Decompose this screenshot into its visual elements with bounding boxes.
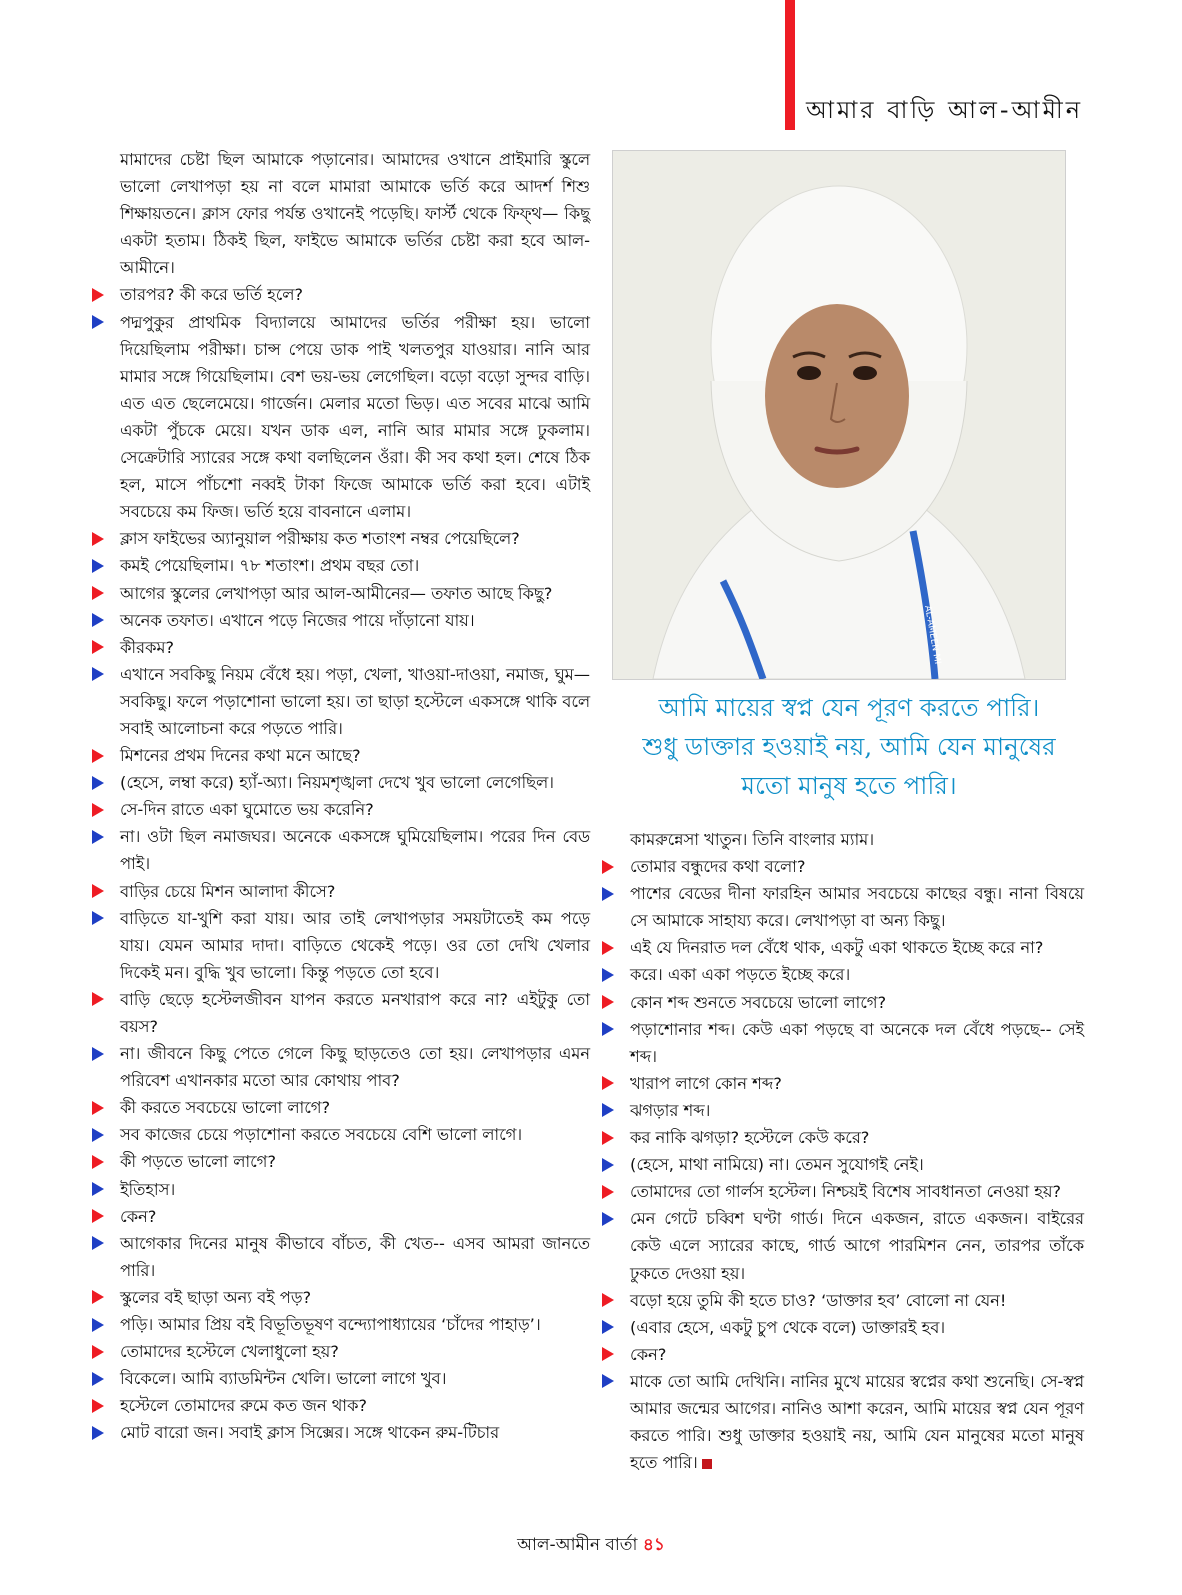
red-arrow-icon: [602, 1287, 630, 1314]
answer-text: না। ওটা ছিল নমাজঘর। অনেকে একসঙ্গে ঘুমিয়েছিলাম। পরের দিন বেড পাই।: [120, 827, 590, 874]
red-arrow-icon: [92, 1284, 120, 1311]
question-text: খারাপ লাগে কোন শব্দ?: [630, 1073, 782, 1093]
right-intro-paragraph: কামরুন্নেসা খাতুন। তিনি বাংলার ম্যাম।: [630, 830, 875, 849]
blue-arrow-icon: [92, 769, 120, 796]
blue-arrow-icon: [92, 661, 120, 688]
pull-quote-line-3: মতো মানুষ হতে পারি।: [741, 771, 957, 800]
pull-quote: [600, 688, 1098, 805]
question-text: কর নাকি ঝগড়া? হস্টেলে কেউ করে?: [630, 1128, 870, 1148]
red-arrow-icon: [602, 853, 630, 880]
answer-text: বিকেলে। আমি ব্যাডমিন্টন খেলি। ভালো লাগে খুব।: [120, 1369, 447, 1389]
answer-item: [92, 1121, 590, 1148]
blue-arrow-icon: [92, 1121, 120, 1148]
answer-item: [602, 1205, 1084, 1286]
red-arrow-icon: [92, 1203, 120, 1230]
answer-text: পদ্মপুকুর প্রাথমিক বিদ্যালয়ে আমাদের ভর্তির পরীক্ষা হয়। ভালো দিয়েছিলাম পরীক্ষা। চান্স পেয়ে ডাক পাই খলতপুর যাওয়ার। নানি আর মামার সঙ্গে গিয়েছিলাম। বেশ ভয়-ভয় লেগেছিল। বড়ো বড়ো সুন্দর বাড়ি। এত এত ছেলেমেয়ে। গার্জেন। মেলার মতো ভিড়। এত সবের মাঝে আমি একটা পুঁচকে মেয়ে। যখন ডাক এল, নানি আর মামার সঙ্গে ঢুকলাম। সেক্রেটারি স্যারের সঙ্গে কথা বলছিলেন ওঁরা। কী সব কথা হল। শেষে ঠিক হল, মাসে পাঁচশো নব্বই টাকা ফিজে আমাকে ভর্তি করা হবে। এটাই সবচেয়ে কম ফিজ। ভর্তি হয়ে বাবনানে এলাম।: [120, 312, 590, 522]
question-text: কেন?: [630, 1344, 667, 1364]
question-text: স্কুলের বই ছাড়া অন্য বই পড়?: [120, 1287, 312, 1307]
answer-item: [92, 905, 590, 986]
answer-item: [602, 1314, 1084, 1341]
red-arrow-icon: [602, 1070, 630, 1097]
magazine-name: আল-আমীন বার্তা: [517, 1535, 638, 1555]
question-item: [92, 878, 590, 905]
question-item: [92, 796, 590, 823]
blue-arrow-icon: [92, 1040, 120, 1067]
pull-quote-line-2: শুধু ডাক্তার হওয়াই নয়, আমি যেন মানুষের: [642, 732, 1056, 761]
question-text: বড়ো হয়ে তুমি কী হতে চাও? ‘ডাক্তার হব’ বোলো না যেন!: [630, 1290, 1007, 1310]
blue-arrow-icon: [92, 1311, 120, 1338]
blue-arrow-icon: [602, 1205, 630, 1232]
question-item: [92, 1392, 590, 1419]
red-arrow-icon: [602, 1341, 630, 1368]
question-item: [92, 525, 590, 552]
blue-arrow-icon: [92, 905, 120, 932]
answer-item: [92, 661, 590, 742]
question-text: তোমাদের তো গার্লস হস্টেল। নিশ্চয়ই বিশেষ সাবধানতা নেওয়া হয়?: [630, 1182, 1062, 1202]
question-item: [92, 986, 590, 1040]
blue-arrow-icon: [602, 1016, 630, 1043]
answer-item: [602, 961, 1084, 988]
red-arrow-icon: [92, 634, 120, 661]
section-title: আমার বাড়ি আল-আমীন: [806, 96, 1084, 124]
blue-arrow-icon: [92, 1419, 120, 1446]
red-arrow-icon: [92, 1094, 120, 1121]
blue-arrow-icon: [602, 1151, 630, 1178]
blue-arrow-icon: [602, 961, 630, 988]
question-item: [92, 634, 590, 661]
question-text: তোমার বন্ধুদের কথা বলো?: [630, 857, 806, 877]
question-item: [602, 989, 1084, 1016]
red-arrow-icon: [92, 1392, 120, 1419]
answer-item: [602, 880, 1084, 934]
question-item: [92, 1094, 590, 1121]
question-text: কীরকম?: [120, 637, 175, 657]
question-text: তারপর? কী করে ভর্তি হলে?: [120, 285, 304, 305]
question-item: [602, 1287, 1084, 1314]
answer-text: অনেক তফাত। এখানে পড়ে নিজের পায়ে দাঁড়ানো যায়।: [120, 610, 475, 630]
answer-item: [92, 1176, 590, 1203]
question-text: কী করতে সবচেয়ে ভালো লাগে?: [120, 1098, 331, 1118]
blue-arrow-icon: [92, 1230, 120, 1257]
blue-arrow-icon: [602, 1368, 630, 1395]
red-arrow-icon: [92, 580, 120, 607]
answer-text: সব কাজের চেয়ে পড়াশোনা করতে সবচেয়ে বেশি ভালো লাগে।: [120, 1125, 523, 1145]
answer-text: বাড়িতে যা-খুশি করা যায়। আর তাই লেখাপড়ার সময়টাতেই কম পড়ে যায়। যেমন আমার দাদা। বাড়িতে থেকেই পড়ে। ওর তো দেখি খেলার দিকেই মন। বুদ্ধি খুব ভালো। কিন্তু পড়তে তো হবে।: [120, 908, 590, 982]
answer-item: [602, 1368, 1084, 1476]
red-arrow-icon: [92, 1148, 120, 1175]
answer-text: (এবার হেসে, একটু চুপ থেকে বলে) ডাক্তারই হব।: [630, 1317, 946, 1337]
answer-item: [602, 1097, 1084, 1124]
question-text: এই যে দিনরাত দল বেঁধে থাক, একটু একা থাকতে ইচ্ছে করে না?: [630, 938, 1044, 958]
red-arrow-icon: [92, 796, 120, 823]
pull-quote-line-1: আমি মায়ের স্বপ্ন যেন পূরণ করতে পারি।: [658, 693, 1040, 722]
question-item: [602, 1124, 1084, 1151]
question-text: হস্টেলে তোমাদের রুমে কত জন থাক?: [120, 1396, 368, 1416]
blue-arrow-icon: [92, 1365, 120, 1392]
answer-text: না। জীবনে কিছু পেতে গেলে কিছু ছাড়তেও তো হয়। লেখাপড়ার এমন পরিবেশ এখানকার মতো আর কোথায় পাব?: [120, 1044, 590, 1091]
right-column: [602, 826, 1084, 1476]
question-item: [92, 281, 590, 308]
question-item: [92, 1338, 590, 1365]
answer-text: করে। একা একা পড়তে ইচ্ছে করে।: [630, 965, 851, 985]
question-item: [602, 934, 1084, 961]
answer-text: পড়াশোনার শব্দ। কেউ একা পড়ছে বা অনেকে দল বেঁধে পড়ছে-- সেই শব্দ।: [630, 1019, 1084, 1066]
answer-item: [92, 607, 590, 634]
answer-item: [92, 552, 590, 579]
question-item: [602, 1070, 1084, 1097]
intro-paragraph: মামাদের চেষ্টা ছিল আমাকে পড়ানোর। আমাদের ওখানে প্রাইমারি স্কুলে ভালো লেখাপড়া হয় না বলে মামারা আমাকে ভর্তি করে আদর্শ শিশু শিক্ষায়তনে। ক্লাস ফোর পর্যন্ত ওখানেই পড়েছি। ফার্স্ট থেকে ফিফ্থ— কিছু একটা হতাম। ঠিকই ছিল, ফাইভে আমাকে ভর্তির চেষ্টা করা হবে আল-আমীনে।: [120, 150, 590, 278]
question-item: [602, 1341, 1084, 1368]
answer-text: (হেসে, লম্বা করে) হ্যাঁ-অ্যা। নিয়মশৃঙ্খলা দেখে খুব ভালো লেগেছিল।: [120, 773, 554, 793]
question-text: ক্লাস ফাইভের অ্যানুয়াল পরীক্ষায় কত শতাংশ নম্বর পেয়েছিলে?: [120, 529, 520, 549]
question-text: সে-দিন রাতে একা ঘুমোতে ভয় করেনি?: [120, 800, 374, 820]
answer-text: (হেসে, মাথা নামিয়ে) না। তেমন সুযোগই নেই।: [630, 1155, 924, 1175]
red-arrow-icon: [92, 1338, 120, 1365]
red-arrow-icon: [602, 934, 630, 961]
red-arrow-icon: [602, 1124, 630, 1151]
question-item: [602, 1178, 1084, 1205]
answer-text: আগেকার দিনের মানুষ কীভাবে বাঁচত, কী খেত-- এসব আমরা জানতে পারি।: [120, 1233, 590, 1280]
question-text: বাড়ির চেয়ে মিশন আলাদা কীসে?: [120, 881, 336, 901]
right-qa-list: [602, 853, 1084, 1476]
red-arrow-icon: [92, 878, 120, 905]
blue-arrow-icon: [602, 880, 630, 907]
question-text: কী পড়তে ভালো লাগে?: [120, 1152, 276, 1172]
question-text: বাড়ি ছেড়ে হস্টেলজীবন যাপন করতে মনখারাপ করে না? এইটুকু তো বয়স?: [120, 989, 590, 1036]
question-text: আগের স্কুলের লেখাপড়া আর আল-আমীনের— তফাত আছে কিছু?: [120, 583, 553, 603]
answer-item: [92, 309, 590, 526]
blue-arrow-icon: [602, 1097, 630, 1124]
question-item: [92, 580, 590, 607]
answer-text: পড়ি। আমার প্রিয় বই বিভূতিভূষণ বন্দ্যোপাধ্যায়ের ‘চাঁদের পাহাড়’।: [120, 1315, 541, 1335]
answer-text: এখানে সবকিছু নিয়ম বেঁধে হয়। পড়া, খেলা, খাওয়া-দাওয়া, নমাজ, ঘুম— সবকিছু। ফলে পড়াশোনা ভালো হয়। তা ছাড়া হস্টেলে একসঙ্গে থাকি বলে সবাই আলোচনা করে পড়তে পারি।: [120, 664, 590, 738]
question-text: কোন শব্দ শুনতে সবচেয়ে ভালো লাগে?: [630, 992, 887, 1012]
answer-text: কমই পেয়েছিলাম। ৭৮ শতাংশ। প্রথম বছর তো।: [120, 556, 420, 576]
answer-item: [92, 1311, 590, 1338]
blue-arrow-icon: [92, 552, 120, 579]
blue-arrow-icon: [92, 1176, 120, 1203]
header-accent-bar: [785, 0, 795, 130]
answer-text: ইতিহাস।: [120, 1179, 176, 1199]
page-number: ৪১: [642, 1535, 665, 1555]
red-arrow-icon: [92, 742, 120, 769]
lanyard-text: AL-AMEEN MI: [922, 604, 943, 665]
answer-text: মাকে তো আমি দেখিনি। নানির মুখে মায়ের স্বপ্নের কথা শুনেছি। সে-স্বপ্ন আমার জন্মের আগের। নানিও আশা করেন, আমি মায়ের স্বপ্ন যেন পূরণ করতে পারি। শুধু ডাক্তার হওয়াই নয়, আমি যেন মানুষের মতো মানুষ হতে পারি।: [630, 1371, 1084, 1473]
question-item: [92, 1148, 590, 1175]
question-item: [92, 1284, 590, 1311]
answer-text: মোট বারো জন। সবাই ক্লাস সিক্সের। সঙ্গে থাকেন রুম-টিচার: [120, 1423, 500, 1443]
answer-item: [92, 769, 590, 796]
question-item: [602, 853, 1084, 880]
blue-arrow-icon: [92, 309, 120, 336]
answer-item: [92, 1230, 590, 1284]
answer-item: [92, 823, 590, 877]
answer-item: [92, 1040, 590, 1094]
answer-item: [602, 1016, 1084, 1070]
question-item: [92, 1203, 590, 1230]
page-footer: [0, 1532, 1182, 1560]
question-text: মিশনের প্রথম দিনের কথা মনে আছে?: [120, 746, 361, 766]
answer-item: [92, 1419, 590, 1446]
red-arrow-icon: [92, 986, 120, 1013]
red-arrow-icon: [602, 989, 630, 1016]
blue-arrow-icon: [92, 823, 120, 850]
left-column: [92, 146, 590, 1447]
red-arrow-icon: [92, 281, 120, 308]
answer-item: [92, 1365, 590, 1392]
student-photo: [612, 150, 1066, 680]
blue-arrow-icon: [92, 607, 120, 634]
blue-arrow-icon: [602, 1314, 630, 1341]
question-text: কেন?: [120, 1206, 157, 1226]
end-mark-icon: [702, 1459, 712, 1469]
answer-text: ঝগড়ার শব্দ।: [630, 1100, 711, 1120]
question-text: তোমাদের হস্টেলে খেলাধুলো হয়?: [120, 1342, 339, 1362]
answer-item: [602, 1151, 1084, 1178]
question-item: [92, 742, 590, 769]
answer-text: মেন গেটে চব্বিশ ঘণ্টা গার্ড। দিনে একজন, রাতে একজন। বাইরের কেউ এলে স্যারের কাছে, গার্ড আগে পারমিশন নেন, তারপর তাঁকে ঢুকতে দেওয়া হয়।: [630, 1209, 1084, 1283]
answer-text: পাশের বেডের দীনা ফারহিন আমার সবচেয়ে কাছের বন্ধু। নানা বিষয়ে সে আমাকে সাহায্য করে। লেখাপড়া বা অন্য কিছু।: [630, 884, 1084, 931]
red-arrow-icon: [92, 525, 120, 552]
left-qa-list: [92, 281, 590, 1446]
red-arrow-icon: [602, 1178, 630, 1205]
